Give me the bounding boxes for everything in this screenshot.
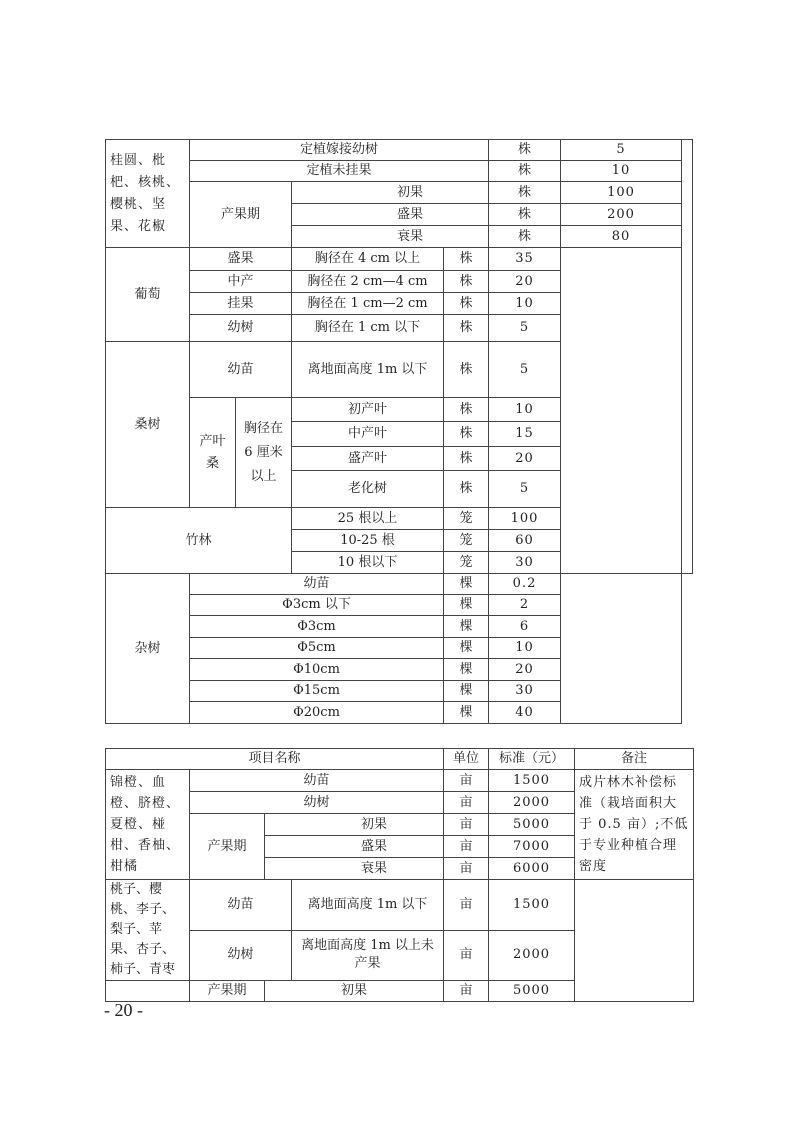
item-cell: 初产叶: [292, 398, 444, 422]
table-row: [106, 770, 694, 792]
page-number: - 20 -: [104, 1000, 143, 1020]
value-cell: 35: [489, 248, 561, 271]
unit-cell: 棵: [444, 638, 489, 659]
value-cell: 15: [489, 422, 561, 447]
remark-cell: [682, 140, 693, 574]
table-row: [106, 248, 693, 271]
unit-cell: 株: [489, 182, 561, 204]
table-header-row: [106, 749, 694, 770]
table-row: [106, 161, 693, 182]
unit-cell: 笼: [444, 530, 489, 552]
value-cell: 5: [489, 471, 561, 508]
item-cell: 幼树: [190, 930, 292, 981]
spec-cell: 离地面高度 1m 以上未产果: [292, 930, 444, 981]
unit-cell: 株: [444, 271, 489, 293]
item-cell: 幼苗: [190, 880, 292, 931]
unit-cell: 株: [489, 140, 561, 161]
spec-cell: 胸径在 1 cm 以下: [292, 315, 444, 342]
value-cell: 60: [489, 530, 561, 552]
table-row: [106, 574, 693, 595]
remark-cell: [561, 574, 682, 724]
value-cell: 100: [561, 182, 682, 204]
item-cell: 中产叶: [292, 422, 444, 447]
item-cell: 定植嫁接幼树: [190, 140, 489, 161]
leaf-spec: 胸径在 6 厘米以上: [236, 398, 292, 508]
item-cell: Φ15cm: [190, 681, 444, 702]
value-cell: 20: [489, 271, 561, 293]
remark-cell: 成片林木补偿标准（栽培面积大于 0.5 亩）;不低于专业种植合理密度: [575, 770, 694, 880]
table-row: [106, 271, 693, 293]
item-cell: Φ20cm: [190, 702, 444, 724]
item-cell: 盛果: [265, 836, 444, 858]
unit-cell: 棵: [444, 681, 489, 702]
header-unit: 单位: [444, 749, 489, 770]
table-row: [106, 880, 694, 931]
item-cell: 幼树: [190, 792, 444, 814]
value-cell: 10: [489, 638, 561, 659]
unit-cell: 亩: [444, 858, 489, 880]
unit-cell: 株: [489, 161, 561, 182]
period-label: 产果期: [190, 814, 265, 880]
group-name: 锦橙、血橙、脐橙、夏橙、椪柑、香柚、柑橘: [106, 770, 190, 880]
remark-cell: [575, 880, 694, 1002]
item-cell: 幼苗: [190, 342, 292, 398]
value-cell: 30: [489, 552, 561, 574]
unit-cell: 笼: [444, 552, 489, 574]
unit-cell: 株: [444, 248, 489, 271]
unit-cell: 棵: [444, 616, 489, 638]
value-cell: 5000: [489, 981, 575, 1002]
value-cell: 10: [489, 293, 561, 315]
unit-cell: 株: [444, 293, 489, 315]
spec-cell: 胸径在 2 cm—4 cm: [292, 271, 444, 293]
item-cell: 定植未挂果: [190, 161, 489, 182]
unit-cell: 株: [444, 398, 489, 422]
table-row: [106, 315, 693, 342]
value-cell: 5: [561, 140, 682, 161]
table-row: [106, 293, 693, 315]
compensation-table-2: [105, 748, 694, 1002]
unit-cell: 亩: [444, 880, 489, 931]
header-standard: 标准（元）: [489, 749, 575, 770]
item-cell: Φ5cm: [190, 638, 444, 659]
value-cell: 20: [489, 447, 561, 471]
value-cell: 1500: [489, 770, 575, 792]
compensation-table-1: [105, 139, 693, 724]
unit-cell: 棵: [444, 574, 489, 595]
item-cell: 10 根以下: [292, 552, 444, 574]
value-cell: 10: [489, 398, 561, 422]
value-cell: 5000: [489, 814, 575, 836]
unit-cell: 亩: [444, 770, 489, 792]
value-cell: 2: [489, 595, 561, 616]
value-cell: 6: [489, 616, 561, 638]
value-cell: 6000: [489, 858, 575, 880]
unit-cell: 棵: [444, 659, 489, 681]
unit-cell: 株: [489, 204, 561, 226]
value-cell: 5: [489, 315, 561, 342]
value-cell: 80: [561, 226, 682, 248]
unit-cell: 笼: [444, 508, 489, 530]
unit-cell: 株: [444, 422, 489, 447]
value-cell: 1500: [489, 880, 575, 931]
value-cell: 0.2: [489, 574, 561, 595]
item-cell: 初果: [265, 981, 444, 1002]
value-cell: 10: [561, 161, 682, 182]
value-cell: 30: [489, 681, 561, 702]
item-cell: 老化树: [292, 471, 444, 508]
unit-cell: 亩: [444, 792, 489, 814]
item-cell: 盛果: [190, 248, 292, 271]
item-cell: 中产: [190, 271, 292, 293]
item-cell: 初果: [292, 182, 489, 204]
spec-cell: 胸径在 4 cm 以上: [292, 248, 444, 271]
value-cell: 2000: [489, 792, 575, 814]
spec-cell: 离地面高度 1m 以下: [292, 342, 444, 398]
group-name: 桑树: [106, 342, 190, 508]
group-name: 桃子、樱桃、李子、梨子、苹果、杏子、柿子、青枣: [106, 880, 190, 981]
unit-cell: 亩: [444, 981, 489, 1002]
period-label: 产果期: [190, 981, 265, 1002]
table-row: [106, 182, 693, 204]
item-cell: 初果: [265, 814, 444, 836]
unit-cell: 棵: [444, 595, 489, 616]
group-name: 桂圆、枇杷、核桃、樱桃、坚果、花椒: [106, 140, 190, 248]
item-cell: 幼苗: [190, 574, 444, 595]
header-remark: 备注: [575, 749, 694, 770]
unit-cell: 株: [444, 342, 489, 398]
value-cell: 100: [489, 508, 561, 530]
value-cell: 200: [561, 204, 682, 226]
value-cell: 5: [489, 342, 561, 398]
spec-cell: 胸径在 1 cm—2 cm: [292, 293, 444, 315]
group-name-continued: [106, 981, 190, 1002]
value-cell: 20: [489, 659, 561, 681]
item-cell: 挂果: [190, 293, 292, 315]
item-cell: 盛果: [292, 204, 489, 226]
unit-cell: 亩: [444, 814, 489, 836]
table-row: [106, 398, 693, 422]
unit-cell: 株: [489, 226, 561, 248]
item-cell: 衰果: [265, 858, 444, 880]
value-cell: 2000: [489, 930, 575, 981]
unit-cell: 棵: [444, 702, 489, 724]
unit-cell: 株: [444, 471, 489, 508]
item-cell: 10-25 根: [292, 530, 444, 552]
period-label: 产果期: [190, 182, 292, 248]
unit-cell: 亩: [444, 836, 489, 858]
group-name: 杂树: [106, 574, 190, 724]
table-row: [106, 508, 693, 530]
unit-cell: 亩: [444, 930, 489, 981]
unit-cell: 株: [444, 447, 489, 471]
group-name: 竹林: [106, 508, 292, 574]
item-cell: 幼树: [190, 315, 292, 342]
spec-cell: 离地面高度 1m 以下: [292, 880, 444, 931]
item-cell: Φ3cm 以下: [190, 595, 444, 616]
item-cell: 衰果: [292, 226, 489, 248]
value-cell: 7000: [489, 836, 575, 858]
value-cell: 40: [489, 702, 561, 724]
table-row: [106, 342, 693, 398]
item-cell: Φ3cm: [190, 616, 444, 638]
leaf-label: 产叶桑: [190, 398, 236, 508]
header-name: 项目名称: [106, 749, 444, 770]
group-name: 葡萄: [106, 248, 190, 342]
unit-cell: 株: [444, 315, 489, 342]
item-cell: 25 根以上: [292, 508, 444, 530]
item-cell: Φ10cm: [190, 659, 444, 681]
item-cell: 幼苗: [190, 770, 444, 792]
table-row: [106, 140, 693, 161]
item-cell: 盛产叶: [292, 447, 444, 471]
